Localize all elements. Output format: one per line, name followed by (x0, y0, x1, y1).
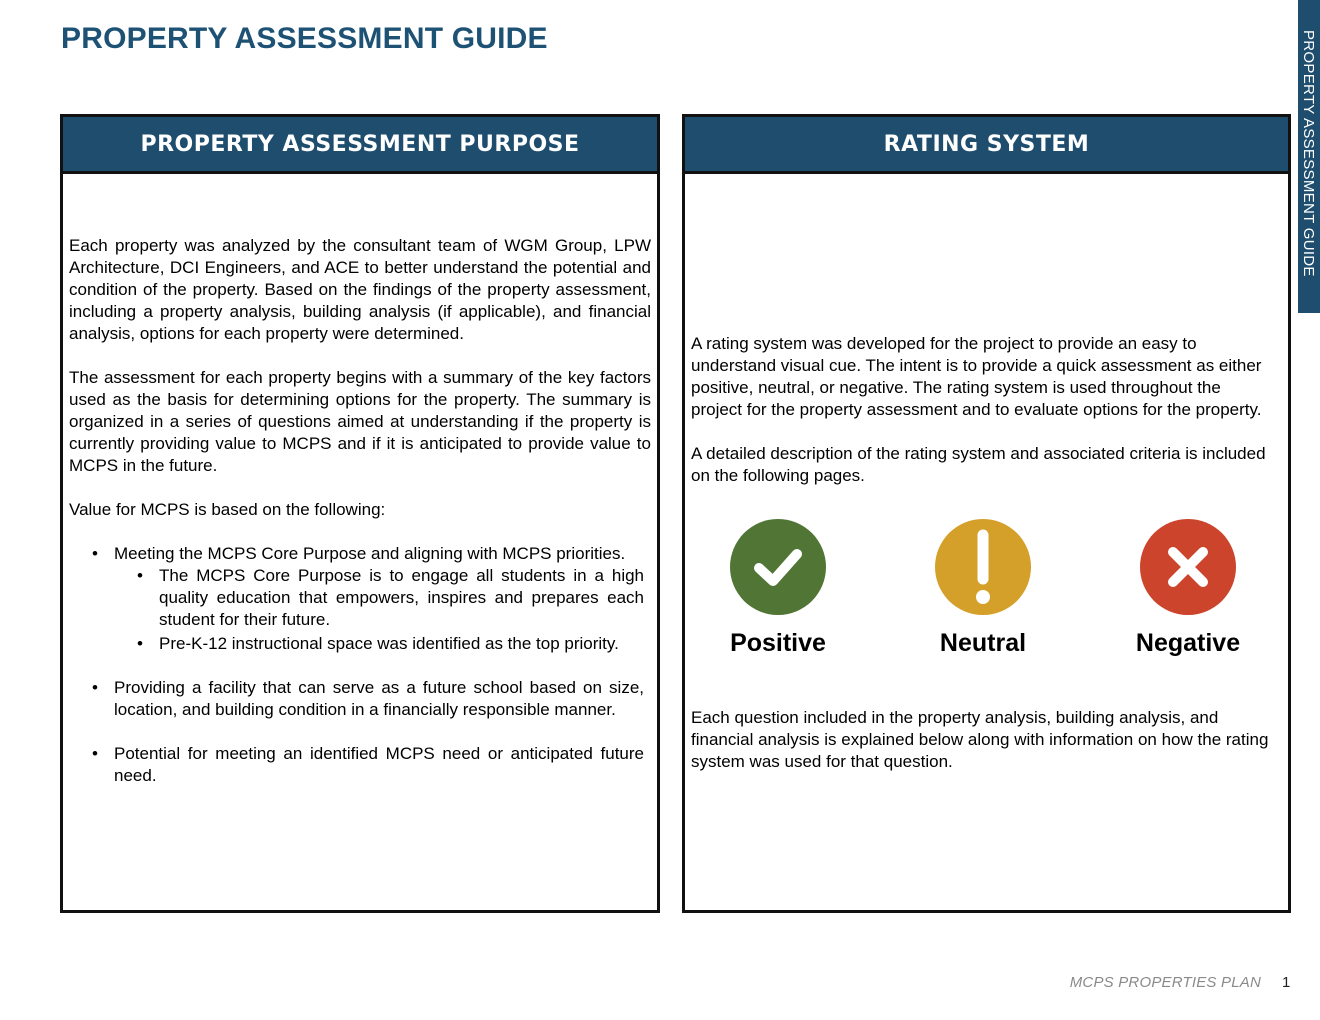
rating-positive-label: Positive (730, 629, 826, 657)
side-tab-label: PROPERTY ASSESSMENT GUIDE (1300, 30, 1317, 277)
purpose-paragraph: Each property was analyzed by the consultant team of WGM Group, LPW Architecture, DCI Engineers, and ACE to better understand the potential and condition of the property. Based on the findings of the property assessment, including a property analysis, building analysis (if applicable), and financial analysis, options for each property were determined. (69, 236, 651, 343)
rating-panel (682, 114, 1291, 913)
rating-neutral-label: Neutral (939, 629, 1027, 657)
side-section-tab (1298, 0, 1320, 313)
rating-outro (691, 707, 1270, 795)
purpose-paragraph: Value for MCPS is based on the following: (69, 500, 386, 519)
rating-negative-circle (1140, 519, 1236, 615)
rating-neutral (903, 519, 1063, 658)
rating-header: RATING SYSTEM (685, 117, 1288, 174)
rating-negative (1108, 519, 1268, 658)
list-item-text: Providing a facility that can serve as a future school based on size, location, and building condition in a financially responsible manner. (114, 678, 644, 719)
rating-intro-paragraph: A rating system was developed for the project to provide an easy to understand visual cue. The intent is to provide a quick assessment as either positive, neutral, or negative. The rating system is used throughout the project for the property assessment and to evaluate options for the property. (691, 334, 1262, 419)
rating-positive-circle (730, 519, 826, 615)
checkmark-icon (749, 538, 807, 596)
page-title: PROPERTY ASSESSMENT GUIDE (61, 22, 548, 55)
list-item (114, 677, 644, 721)
purpose-header: PROPERTY ASSESSMENT PURPOSE (63, 117, 657, 174)
exclamation-icon (954, 527, 1012, 607)
list-item-text: Potential for meeting an identified MCPS need or anticipated future need. (114, 744, 644, 785)
value-criteria-list (69, 543, 651, 787)
purpose-paragraph: The assessment for each property begins with a summary of the key factors used as the basis for determining options for the property. The summary is organized in a series of questions aimed at understanding if the property is currently providing value to MCPS and if it is anticipated to provide value to MCPS in the future. (69, 368, 651, 475)
rating-outro-paragraph: Each question included in the property analysis, building analysis, and financial analysis is explained below along with information on how the rating system was used for that question. (691, 708, 1269, 771)
rating-intro (691, 333, 1266, 509)
page-number: 1 (1282, 974, 1291, 991)
sub-list (114, 565, 644, 655)
rating-intro-paragraph: A detailed description of the rating system and associated criteria is included on the following pages. (691, 444, 1266, 485)
sub-list-item: • The MCPS Core Purpose is to engage all students in a high quality education that empowers, inspires and prepares each student for their future. (159, 565, 644, 631)
list-item (114, 743, 644, 787)
rating-negative-label: Negative (1135, 629, 1241, 657)
rating-positive (698, 519, 858, 658)
list-item (114, 543, 644, 655)
sub-list-item: • Pre-K-12 instructional space was identified as the top priority. (159, 633, 644, 655)
purpose-body (69, 235, 651, 809)
x-icon (1159, 538, 1217, 596)
list-item-text: Meeting the MCPS Core Purpose and aligning with MCPS priorities. (114, 544, 626, 563)
purpose-panel (60, 114, 660, 913)
rating-neutral-circle (935, 519, 1031, 615)
footer-document-title: MCPS PROPERTIES PLAN (1069, 974, 1261, 991)
